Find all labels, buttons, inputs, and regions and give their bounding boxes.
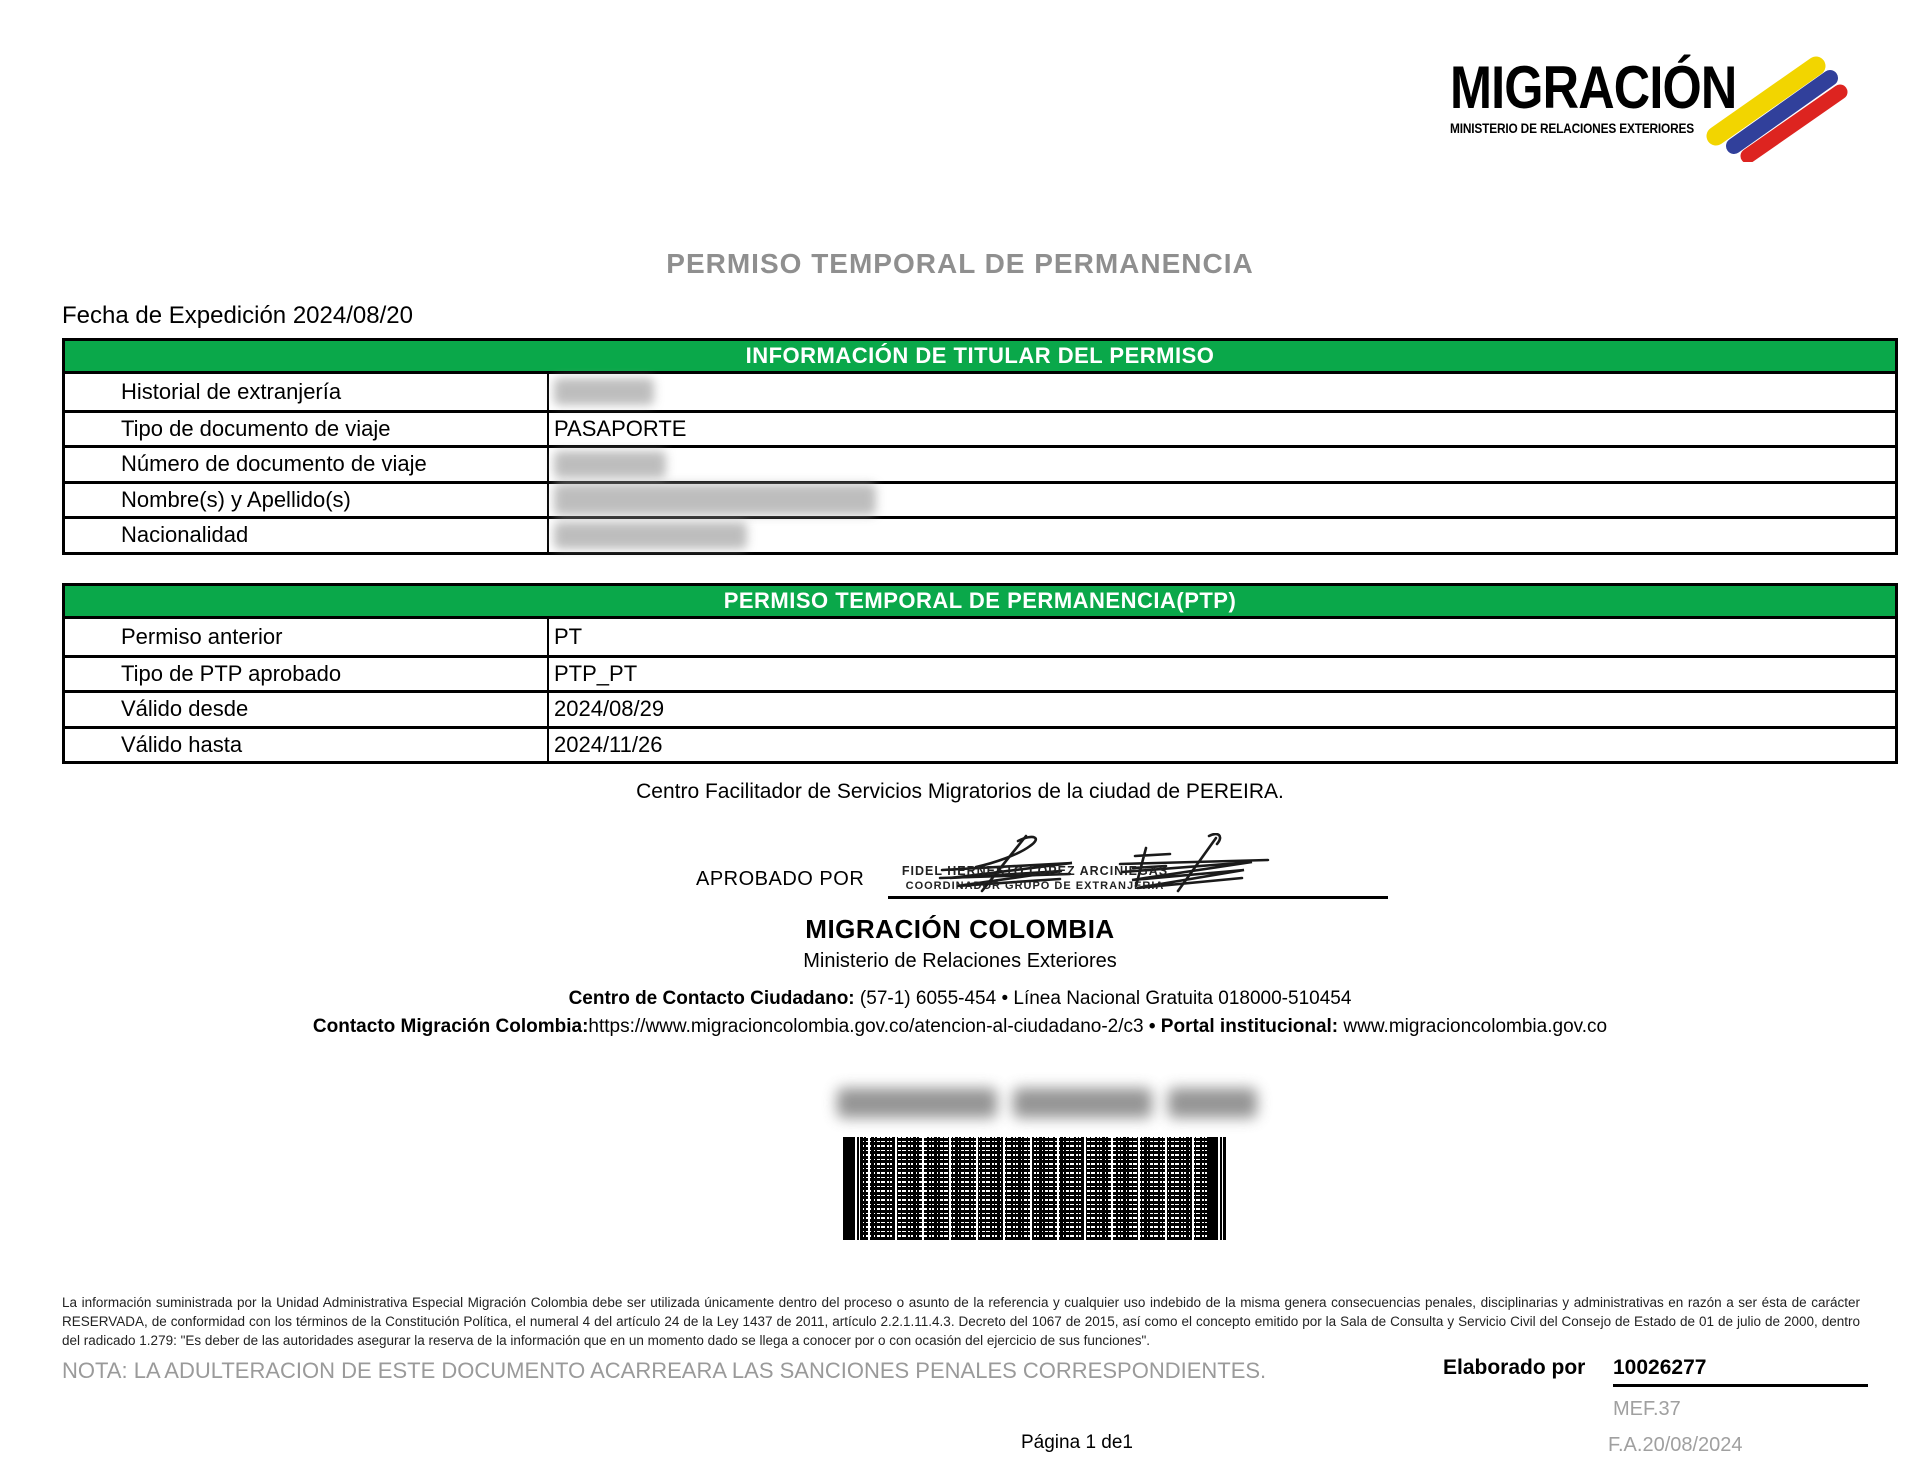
pdf417-barcode	[843, 1137, 1226, 1240]
elaborado-label: Elaborado por	[1443, 1356, 1586, 1379]
redacted-value	[554, 484, 876, 515]
row-value	[549, 448, 1895, 481]
nota-warning: NOTA: LA ADULTERACION DE ESTE DOCUMENTO ACARREARA LAS SANCIONES PENALES CORRESPONDIENTES.	[62, 1358, 1267, 1383]
row-label: Número de documento de viaje	[65, 448, 549, 481]
facilitation-center-line: Centro Facilitador de Servicios Migratorios de la ciudad de PEREIRA.	[636, 780, 1284, 803]
issue-date-line: Fecha de Expedición 2024/08/20	[62, 302, 413, 329]
holder-info-table	[62, 338, 1898, 555]
redacted-value	[554, 451, 666, 478]
migracion-logo	[1450, 54, 1910, 153]
row-label: Tipo de PTP aprobado	[65, 658, 549, 691]
portal-label: • Portal institucional:	[1143, 1016, 1344, 1037]
table-row	[65, 726, 1895, 762]
redacted-value	[1168, 1088, 1257, 1118]
signer-block	[890, 864, 1180, 892]
page-indicator: Página 1 de1	[1021, 1432, 1133, 1453]
table-row	[65, 690, 1895, 726]
approved-by-label: APROBADO POR	[696, 868, 865, 890]
holder-table-header: INFORMACIÓN DE TITULAR DEL PERMISO	[65, 341, 1895, 374]
mef-code: MEF.37	[1613, 1398, 1681, 1420]
org-name: MIGRACIÓN COLOMBIA	[805, 914, 1115, 944]
logo-brand-text: MIGRACIÓN	[1450, 54, 1737, 121]
row-label: Historial de extranjería	[65, 374, 549, 410]
redacted-value	[1013, 1088, 1152, 1118]
signer-name: FIDEL HERNESTO LOPEZ ARCINIEGAS	[901, 864, 1169, 878]
legal-disclaimer: La información suministrada por la Unidad Administrativa Especial Migración Colombia debe ser utilizada únicamente dentro del proceso o asunto de la referencia y cualquier uso indebido de la misma genera consecuencias penales, disciplinarias y administrativas en razón a ser ésta de carácter RESERVADA, de conformidad con los términos de la Constitución Política, el numeral 4 del artículo 24 de la Ley 1437 de 2011, artículo 2.2.1.11.4.3. Decreto del 1067 de 2015, así como el concepto emitido por la Sala de Consulta y Servicio Civil del Consejo de Estado de 01 de julio de 2000, dentro del radicado 1.279: "Es deber de las autoridades asegurar la reserva de la información que en un momento dado se llega a conocer por o con ocasión del ejercicio de sus funciones".	[62, 1295, 1860, 1348]
contact-line-2	[0, 1016, 1920, 1038]
row-label: Nombre(s) y Apellido(s)	[65, 484, 549, 517]
redacted-value	[554, 522, 747, 549]
table-row	[65, 516, 1895, 552]
signer-title: COORDINADOR GRUPO DE EXTRANJERIA	[905, 880, 1165, 892]
table-row	[65, 374, 1895, 410]
redacted-value	[837, 1088, 997, 1118]
signature-line	[888, 896, 1388, 899]
table-row	[65, 655, 1895, 691]
contact-migracion-url: https://www.migracioncolombia.gov.co/atencion-al-ciudadano-2/c3	[588, 1016, 1144, 1037]
ptp-table	[62, 583, 1898, 764]
org-ministry: Ministerio de Relaciones Exteriores	[803, 950, 1117, 972]
document-title: PERMISO TEMPORAL DE PERMANENCIA	[666, 248, 1254, 279]
ptp-table-header: PERMISO TEMPORAL DE PERMANENCIA(PTP)	[65, 586, 1895, 619]
table-row	[65, 445, 1895, 481]
row-label: Válido desde	[65, 693, 549, 726]
row-label: Permiso anterior	[65, 619, 549, 655]
row-value: PTP_PT	[554, 660, 638, 686]
portal-url: www.migracioncolombia.gov.co	[1343, 1016, 1608, 1037]
table-row	[65, 619, 1895, 655]
fa-date: F.A.20/08/2024	[1608, 1434, 1743, 1456]
contact-ciudadano-value: (57-1) 6055-454 • Línea Nacional Gratuita 018000-510454	[854, 988, 1352, 1009]
table-row	[65, 481, 1895, 517]
row-label: Nacionalidad	[65, 519, 549, 552]
row-value	[549, 484, 1895, 517]
table-row	[65, 410, 1895, 446]
row-value: 2024/11/26	[554, 731, 663, 757]
contact-line-1	[0, 988, 1920, 1010]
row-label: Tipo de documento de viaje	[65, 413, 549, 446]
elaborado-value: 10026277	[1613, 1356, 1868, 1387]
row-value: 2024/08/29	[554, 696, 665, 722]
logo-subtitle-text: MINISTERIO DE RELACIONES EXTERIORES	[1450, 121, 1695, 136]
redacted-value	[554, 378, 654, 405]
barcode-caption-redacted	[837, 1088, 1257, 1118]
contact-migracion-label: Contacto Migración Colombia:	[312, 1016, 589, 1037]
row-value: PT	[554, 623, 583, 649]
row-label: Válido hasta	[65, 729, 549, 762]
row-value	[549, 374, 1895, 410]
row-value: PASAPORTE	[554, 415, 687, 441]
row-value	[549, 519, 1895, 552]
contact-ciudadano-label: Centro de Contacto Ciudadano:	[568, 988, 855, 1009]
